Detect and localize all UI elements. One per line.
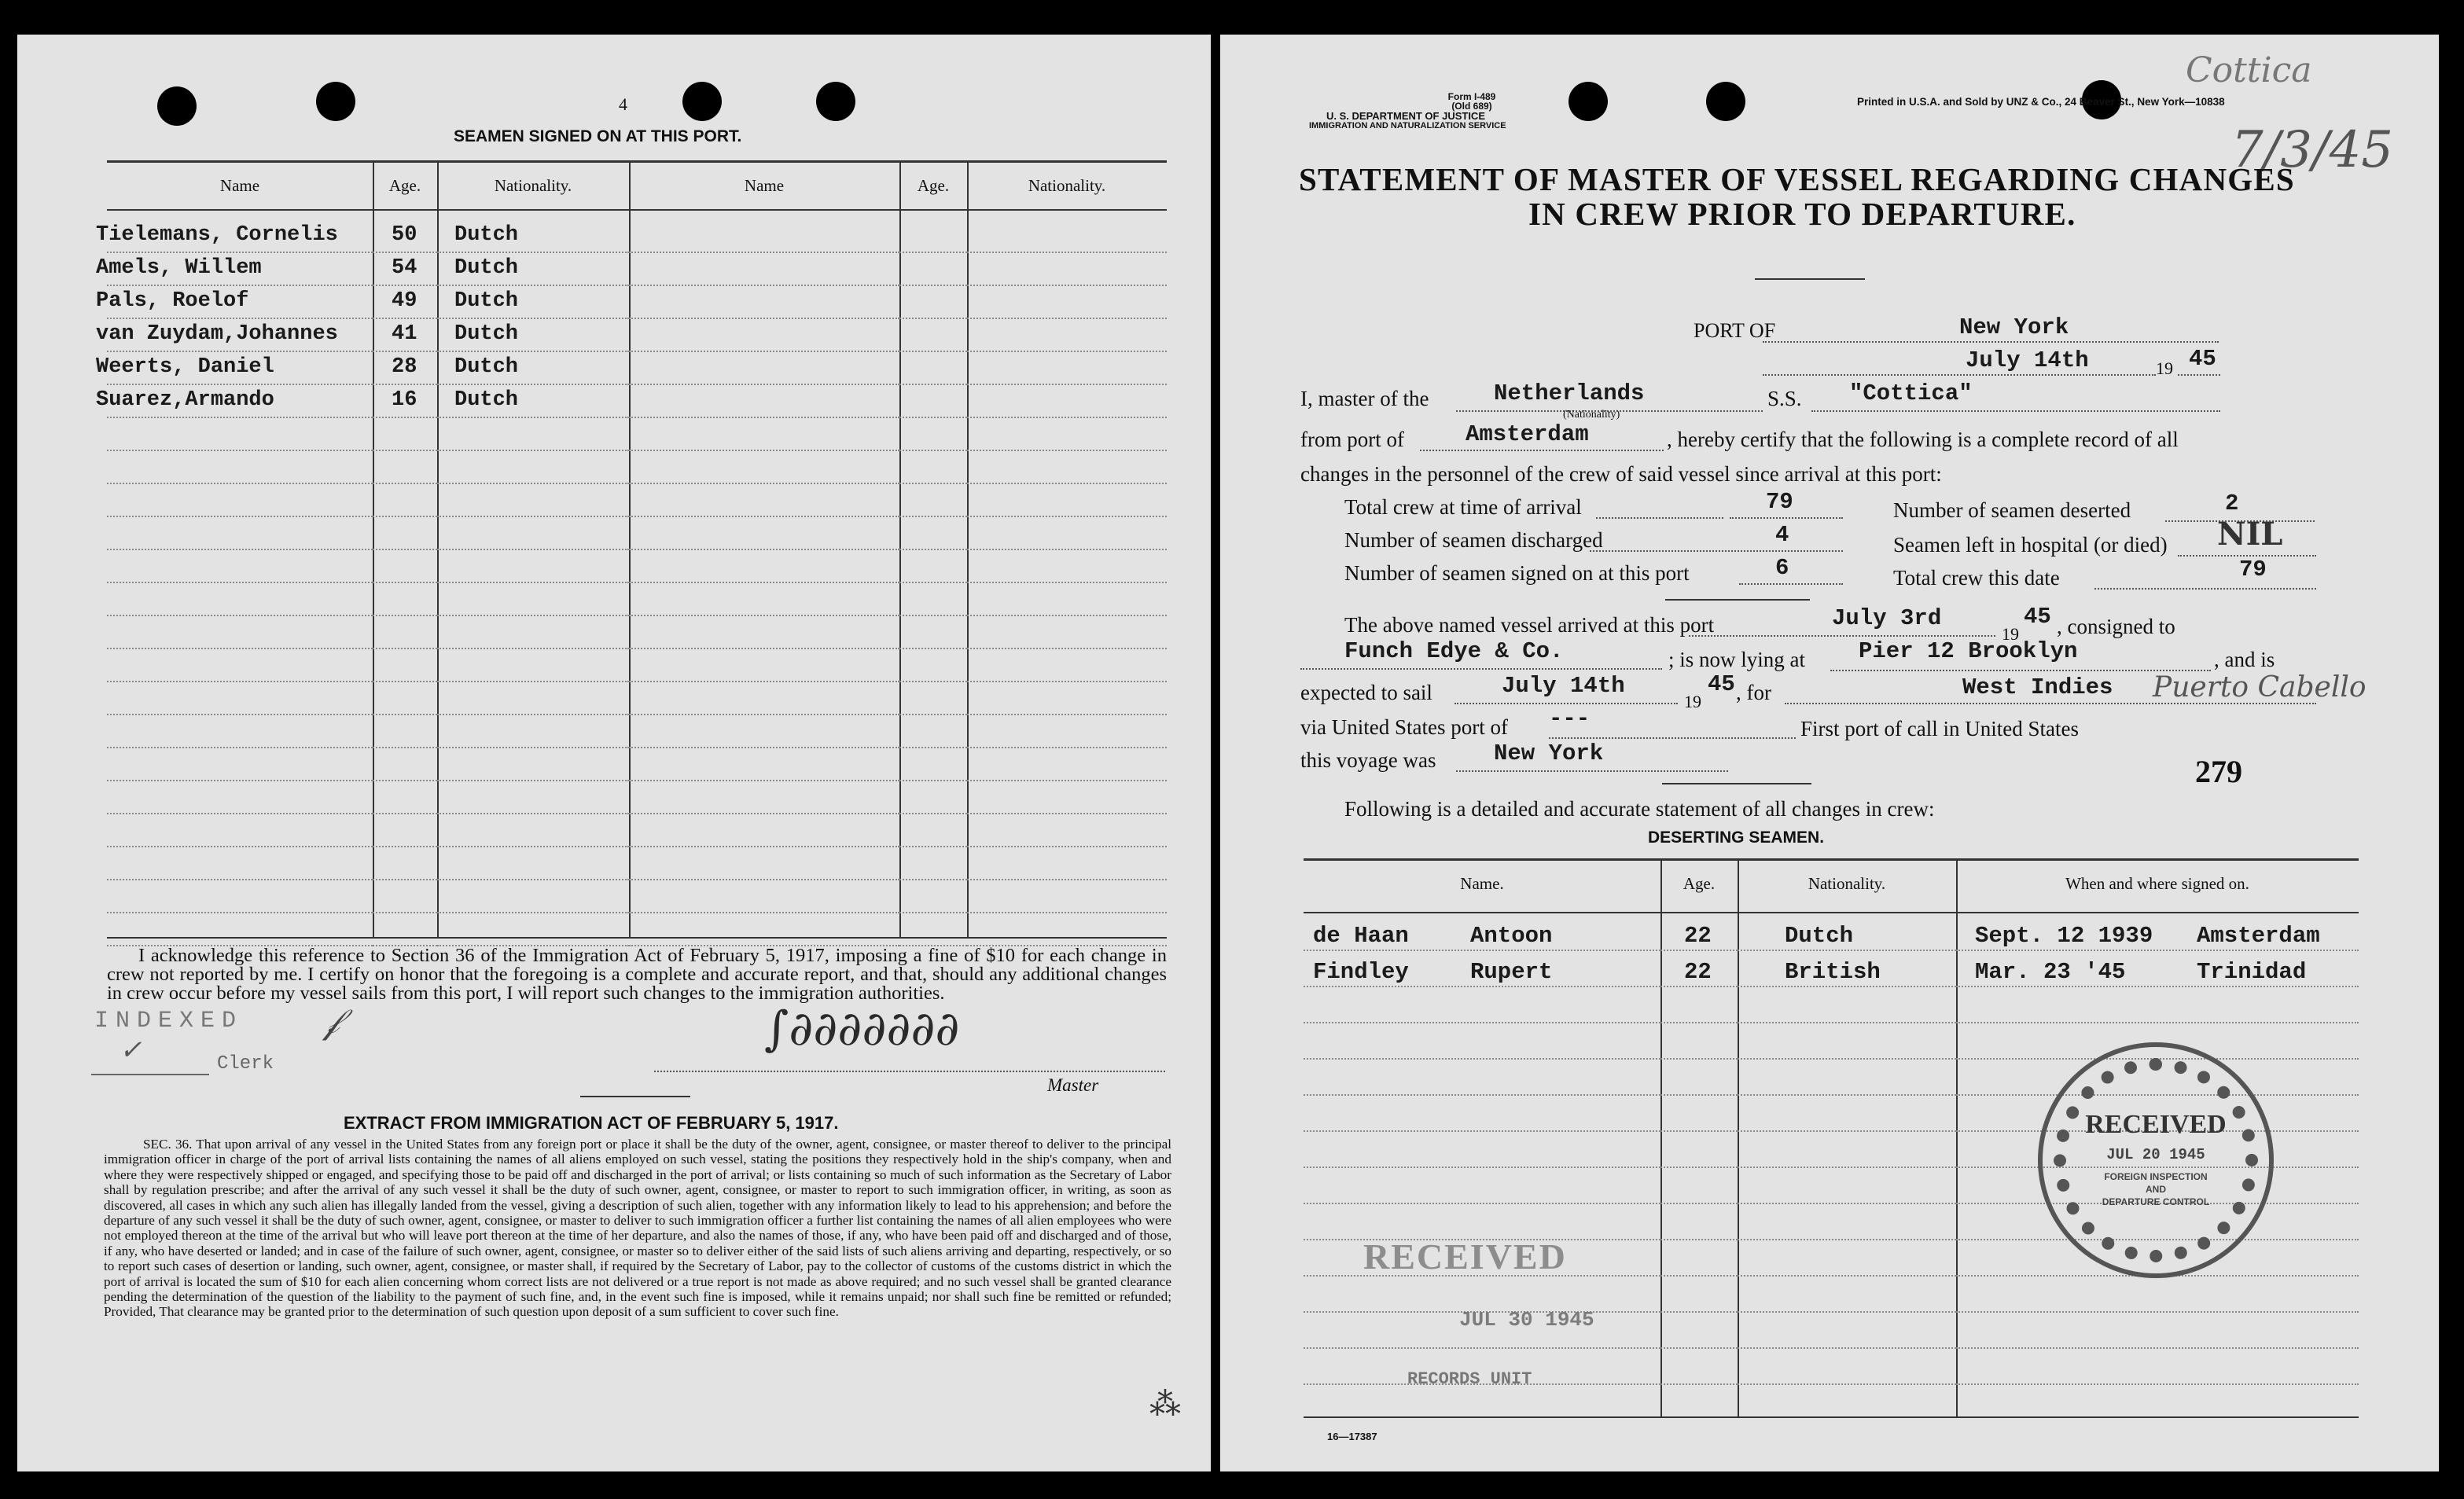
punch-hole — [1569, 82, 1608, 121]
lying-label: ; is now lying at — [1668, 648, 1805, 671]
first-call-value: New York — [1494, 740, 1604, 766]
seaman-name: Weerts, Daniel — [96, 355, 274, 379]
ss-label: S.S. — [1767, 387, 1802, 410]
deserted-value: 2 — [2225, 490, 2239, 516]
for-label: , for — [1736, 681, 1771, 704]
deserter-nationality: British — [1785, 959, 1881, 985]
year-prefix: 19 — [2156, 358, 2173, 378]
ship-name-value: "Cottica" — [1849, 380, 1973, 406]
round-stamp-line2: AND — [2146, 1184, 2166, 1195]
round-inspection-stamp — [2038, 1042, 2274, 1278]
seaman-age: 41 — [392, 322, 417, 346]
seaman-name: Tielemans, Cornelis — [96, 223, 338, 247]
master-signature: ∫∂∂∂∂∂∂∂ — [764, 1001, 960, 1056]
footer-code: 16—17387 — [1327, 1431, 1377, 1442]
department: U. S. DEPARTMENT OF JUSTICE — [1326, 110, 1485, 122]
seaman-name: Pals, Roelof — [96, 289, 249, 313]
acknowledgement-text: I acknowledge this reference to Section 36 of the Immigration Act of February 5, 1917, imposing a fine of $10 for each change in crew not reported by me. I certify on honor that the foregoing is a complete and accurate report, and that, should any additional changes in crew occur before my vessel sails from this port, I will report such changes to the immigration authorities. — [107, 945, 1167, 1004]
deserter-first-name: Findley — [1313, 959, 1409, 985]
form-number: Form I-489 — [1447, 91, 1496, 102]
voyage-label: this voyage was — [1300, 748, 1436, 772]
first-call-label: First port of call in United States — [1800, 717, 2079, 740]
date-value: July 14th — [1966, 347, 2089, 373]
sail-year-value: 45 — [1708, 671, 1735, 697]
deserter-age: 22 — [1684, 923, 1712, 949]
round-stamp-top: RECEIVED — [2085, 1110, 2227, 1139]
des-col-nationality: Nationality. — [1808, 874, 1886, 893]
hospital-value: NIL — [2217, 516, 2283, 553]
arrived-year-prefix: 19 — [2002, 624, 2019, 644]
total-now-label: Total crew this date — [1893, 566, 2060, 590]
des-col-signed-on: When and where signed on. — [2065, 874, 2249, 893]
form-number-279: 279 — [2195, 754, 2242, 789]
indexed-stamp: INDEXED — [94, 1008, 244, 1034]
arrived-year-value: 45 — [2024, 604, 2051, 630]
total-now-value: 79 — [2239, 557, 2267, 582]
master-label: Master — [1047, 1075, 1099, 1095]
col-header-age: Age. — [388, 176, 421, 195]
signed-on-label: Number of seamen signed on at this port — [1344, 561, 1690, 585]
deserter-nationality: Dutch — [1785, 923, 1854, 949]
seaman-nationality: Dutch — [454, 256, 519, 280]
consigned-label: , consigned to — [2057, 615, 2175, 638]
handwritten-ship-name: Cottica — [2186, 50, 2312, 90]
extract-title: EXTRACT FROM IMMIGRATION ACT OF FEBRUARY 5, 1917. — [344, 1113, 839, 1133]
year-value: 45 — [2189, 346, 2216, 372]
deserter-last-name: Rupert — [1470, 959, 1553, 985]
arrived-date-value: July 3rd — [1832, 605, 1942, 631]
via-port-value: --- — [1549, 706, 1591, 732]
arrived-label: The above named vessel arrived at this port — [1344, 613, 1715, 637]
received-stamp: RECEIVED — [1363, 1236, 1567, 1277]
following-text: Following is a detailed and accurate statement of all changes in crew: — [1344, 797, 1935, 821]
form-title-line2: IN CREW PRIOR TO DEPARTURE. — [1528, 196, 2076, 232]
seaman-name: Suarez,Armando — [96, 388, 274, 412]
form-old-number: (Old 689) — [1451, 101, 1492, 112]
seaman-nationality: Dutch — [454, 289, 519, 313]
punch-hole — [682, 82, 722, 121]
received-stamp-date: JUL 30 1945 — [1459, 1308, 1594, 1332]
des-col-age: Age. — [1683, 874, 1716, 893]
seaman-age: 50 — [392, 223, 417, 247]
discharged-value: 4 — [1775, 522, 1789, 548]
lying-at-value: Pier 12 Brooklyn — [1859, 638, 2078, 664]
col-header-nationality-2: Nationality. — [1028, 176, 1106, 195]
hospital-label: Seamen left in hospital (or died) — [1893, 533, 2168, 557]
sail-label: expected to sail — [1300, 681, 1432, 704]
round-stamp-line3: DEPARTURE CONTROL — [2102, 1196, 2210, 1207]
clerk-initials: ✓ — [120, 1034, 142, 1066]
deserter-signed-date: Mar. 23 '45 — [1975, 959, 2126, 985]
seaman-nationality: Dutch — [454, 388, 519, 412]
total-arrival-label: Total crew at time of arrival — [1344, 495, 1582, 519]
printer-line: Printed in U.S.A. and Sold by UNZ & Co., 24 Beaver St., New York—10838 — [1857, 96, 2225, 108]
clerk-label: Clerk — [217, 1053, 274, 1075]
destination-handwritten: Puerto Cabello — [2153, 671, 2367, 704]
port-label: PORT OF — [1694, 319, 1776, 342]
records-unit-stamp: RECORDS UNIT — [1407, 1369, 1532, 1389]
service-name: IMMIGRATION AND NATURALIZATION SERVICE — [1309, 121, 1506, 130]
certify-text: , hereby certify that the following is a complete record of all — [1667, 428, 2179, 451]
master-of-label: I, master of the — [1300, 387, 1429, 410]
deserter-signed-date: Sept. 12 1939 — [1975, 923, 2153, 949]
nationality-value: Netherlands — [1494, 380, 1645, 406]
col-header-age-2: Age. — [917, 176, 950, 195]
signed-on-value: 6 — [1775, 555, 1789, 581]
seaman-name: Amels, Willem — [96, 256, 262, 280]
total-arrival-value: 79 — [1766, 489, 1793, 515]
col-header-nationality: Nationality. — [494, 176, 572, 195]
deserter-signed-place: Amsterdam — [2197, 923, 2320, 949]
consignee-value: Funch Edye & Co. — [1344, 638, 1564, 664]
punch-hole — [316, 82, 355, 121]
punch-hole — [816, 82, 855, 121]
col-header-name: Name — [219, 176, 260, 195]
section-36-text: SEC. 36. That upon arrival of any vessel in the United States from any foreign port or place it shall be the duty of the owner, agent, consignee, or master thereof to deliver to the principal immigration officer in charge of the port of arrival lists containing the names of all aliens employed on such vessel, stating the positions they respectively hold in the ship's company, when and where they were respectively shipped or engaged, and specifying those to be paid off and discharged in the port of arrival; or lists containing so much of such information as the Secretary of Labor shall by regulation prescribe; and after the arrival of any such vessel it shall be the duty of such owner, agent, consignee, or master to report to such immigration officer, in writing, as soon as discovered, all cases in which any such alien has illegally landed from the vessel, giving a description of such alien, together with any information likely to lead to his apprehension; and before the departure of any such vessel it shall be the duty of such owner, agent, consignee, or master to deliver to such immigration officer a further list containing the names of all alien employees who were not employed thereon at the time of the arrival but who will leave port thereon at the time of her departure, and also the names of those, if any, who have been paid off and discharged and of those, if any, who have deserted or landed; and in case of the failure of such owner, agent, consignee, or master so to deliver either of the said lists of such aliens arriving and departing, respectively, or so to report such cases of desertion or landing, such owner, agent, consignee, or master shall, if required by the Secretary of Labor, pay to the collector of customs of the customs district in which the port of arrival is located the sum of $10 for each alien concerning whom correct lists are not delivered or a true report is not made as above required; and no such vessel shall be granted clearance pending the determination of the question of the liability to the payment of such fine, and, in the event such fine is imposed, while it remains unpaid; nor shall such fine be remitted or refunded; Provided, That clearance may be granted prior to the determination of such question upon deposit of a sum sufficient to cover such fine. — [104, 1137, 1171, 1320]
and-is-label: , and is — [2214, 648, 2275, 671]
sail-year-prefix: 19 — [1684, 692, 1701, 711]
discharged-label: Number of seamen discharged — [1344, 528, 1603, 552]
col-header-name-2: Name — [744, 176, 785, 195]
seaman-nationality: Dutch — [454, 223, 519, 247]
via-label: via United States port of — [1300, 715, 1508, 739]
nationality-caption: (Nationality) — [1563, 409, 1620, 421]
destination-value: West Indies — [1962, 674, 2113, 700]
port-value: New York — [1959, 314, 2069, 340]
clerk-handwriting: 𝒻 — [324, 1001, 340, 1042]
form-title-line1: STATEMENT OF MASTER OF VESSEL REGARDING CHANGES — [1299, 161, 2295, 197]
page-number: 4 — [619, 94, 627, 114]
deserter-last-name: Antoon — [1470, 923, 1553, 949]
punch-hole — [1706, 82, 1745, 121]
seaman-nationality: Dutch — [454, 355, 519, 379]
seaman-age: 54 — [392, 256, 417, 280]
round-stamp-date: JUL 20 1945 — [2106, 1146, 2205, 1163]
seaman-nationality: Dutch — [454, 322, 519, 346]
seaman-name: van Zuydam,Johannes — [96, 322, 338, 346]
deserter-first-name: de Haan — [1313, 923, 1409, 949]
deserter-age: 22 — [1684, 959, 1712, 985]
deserter-signed-place: Trinidad — [2197, 959, 2307, 985]
left-page — [17, 35, 1211, 1471]
right-page — [1220, 35, 2439, 1471]
punch-hole — [157, 86, 197, 126]
seaman-age: 28 — [392, 355, 417, 379]
des-col-name: Name. — [1460, 874, 1504, 893]
sail-date-value: July 14th — [1502, 673, 1625, 699]
changes-text: changes in the personnel of the crew of said vessel since arrival at this port: — [1300, 462, 1942, 486]
from-port-label: from port of — [1300, 428, 1404, 451]
deserted-label: Number of seamen deserted — [1893, 498, 2131, 522]
handwritten-date: 7/3/45 — [2231, 121, 2393, 179]
deserting-title: DESERTING SEAMEN. — [1648, 828, 1825, 847]
seaman-age: 16 — [392, 388, 417, 412]
round-stamp-line1: FOREIGN INSPECTION — [2104, 1171, 2208, 1182]
from-port-value: Amsterdam — [1466, 421, 1589, 447]
signed-on-title: SEAMEN SIGNED ON AT THIS PORT. — [454, 127, 742, 145]
ink-mark: ⁂ — [1149, 1387, 1181, 1423]
seaman-age: 49 — [392, 289, 417, 313]
